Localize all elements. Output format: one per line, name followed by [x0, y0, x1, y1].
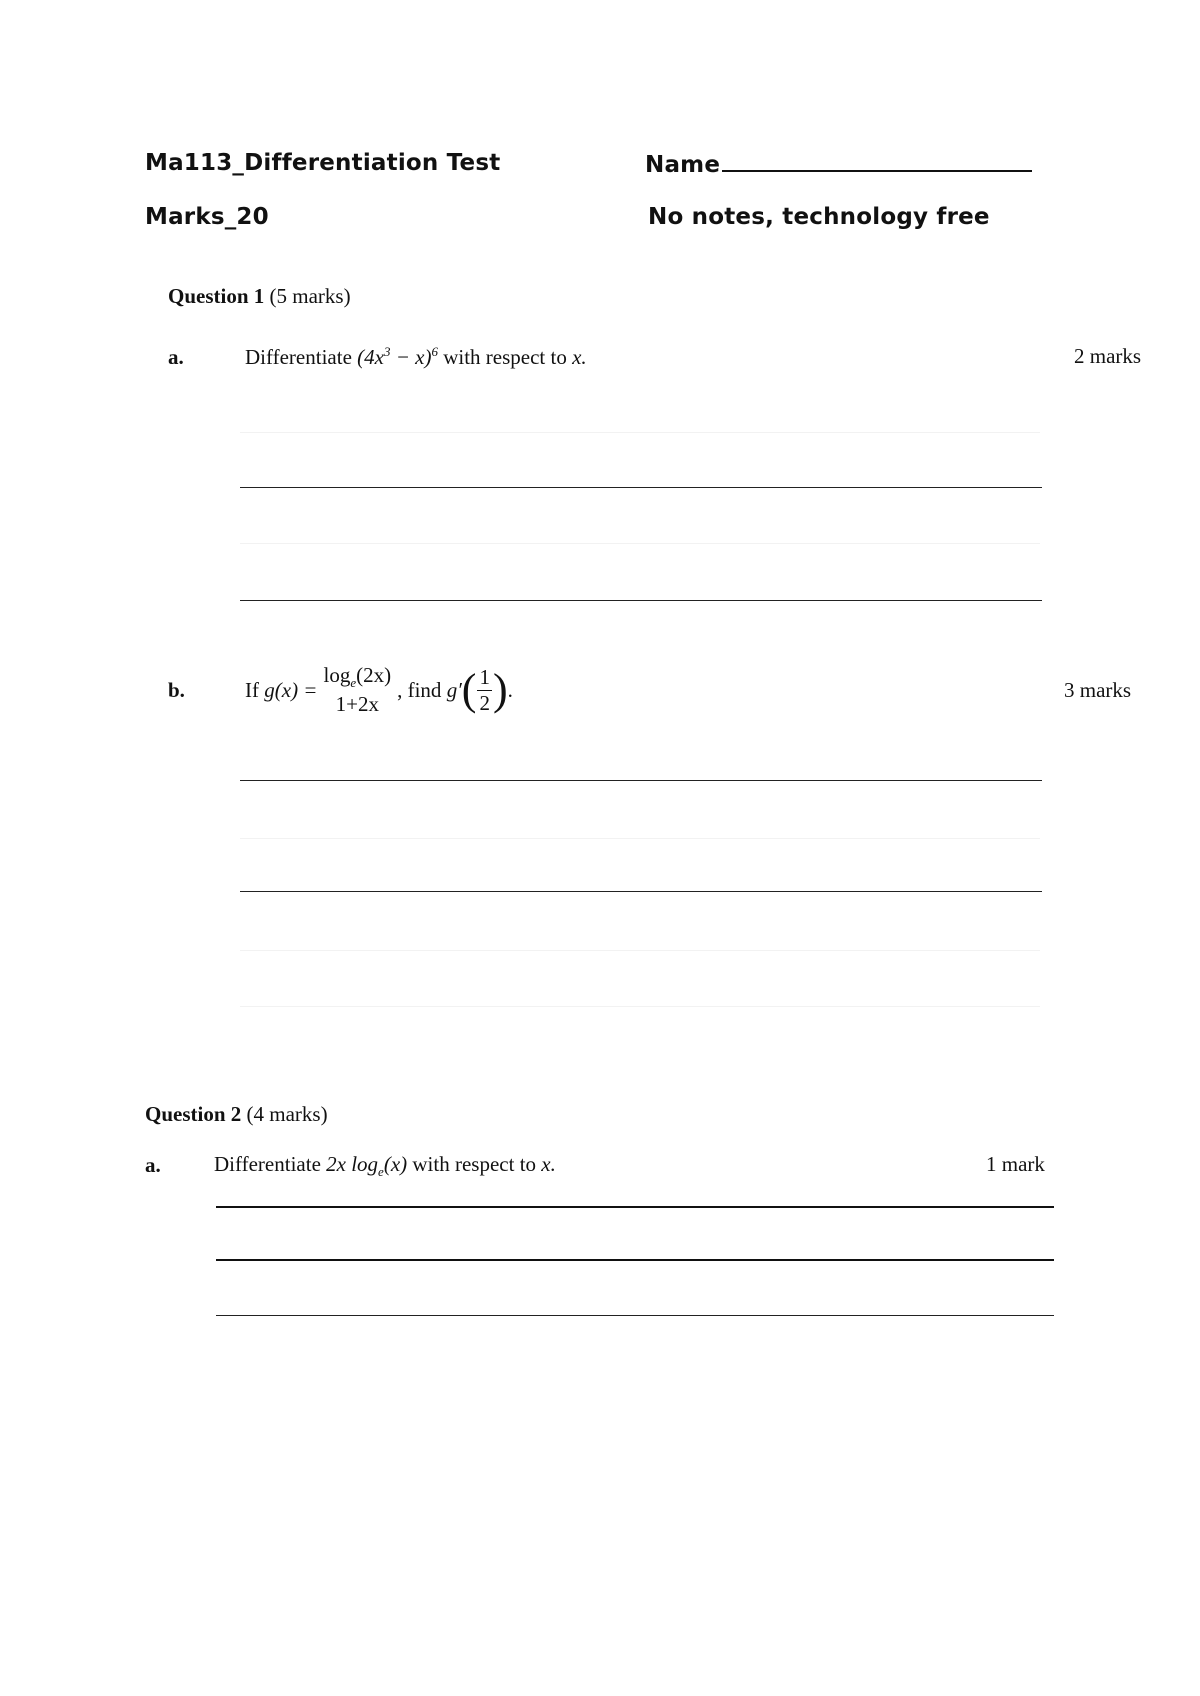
q1a-answer-line-2[interactable]	[240, 600, 1042, 601]
q1a-marks: 2 marks	[1074, 344, 1142, 368]
q1a-variable: x.	[572, 345, 587, 369]
q1a-faint-line-1	[240, 432, 1040, 433]
q1b-faint-line-2	[240, 950, 1040, 951]
q2a-answer-line-1[interactable]	[216, 1206, 1054, 1208]
q1b-answer-line-1[interactable]	[240, 780, 1042, 781]
q1b-numerator: $\log_e(2x)$	[323, 663, 392, 691]
q2a-with-respect: with respect to	[412, 1152, 537, 1176]
question-1-title: Question 1	[168, 284, 265, 308]
q1a-answer-line-1[interactable]	[240, 487, 1042, 488]
q1b-marks: 3 marks	[1064, 678, 1132, 702]
question-2-heading	[145, 1102, 328, 1127]
q1b-find: , find	[397, 677, 442, 702]
name-field[interactable]	[645, 150, 1032, 178]
q2a-expression: 2x $\log_e(x)$	[326, 1152, 408, 1180]
q1b-faint-line-1	[240, 838, 1040, 839]
q1a-faint-line-2	[240, 543, 1040, 544]
q1b-answer-line-2[interactable]	[240, 891, 1042, 892]
question-1-heading	[168, 284, 351, 309]
q1a-label: a.	[168, 345, 184, 369]
q1b-if: If	[245, 677, 259, 702]
q1b-fraction	[321, 663, 393, 716]
right-paren-glyph: )	[492, 665, 508, 714]
q1b-label: b.	[168, 678, 185, 702]
q1b-lhs: g(x) =	[264, 677, 318, 702]
q1a-with-respect: with respect to	[443, 345, 567, 369]
q1b-g-prime: g′	[446, 677, 462, 702]
q1b-denominator: 1+2x	[335, 691, 379, 716]
q1a-expression: $(4x^3 - x)^6$	[357, 344, 438, 369]
question-2-title: Question 2	[145, 1102, 242, 1126]
name-blank-line[interactable]	[722, 150, 1032, 172]
q2a-instruction: Differentiate	[214, 1152, 321, 1176]
name-label: Name	[645, 152, 721, 178]
q1a-instruction: Differentiate	[245, 345, 352, 369]
q2a-answer-line-2[interactable]	[216, 1259, 1054, 1261]
q2a-marks: 1 mark	[986, 1152, 1045, 1176]
left-paren-glyph: (	[461, 665, 477, 714]
exam-rules: No notes, technology free	[648, 204, 990, 230]
total-marks: Marks_20	[145, 204, 269, 230]
q1b-half-fraction: $\frac{1}{2}$	[479, 664, 490, 715]
q1b-faint-line-3	[240, 1006, 1040, 1007]
q2a-variable: x.	[541, 1152, 556, 1176]
q2a-label: a.	[145, 1153, 161, 1177]
test-title: Ma113_Differentiation Test	[145, 150, 501, 176]
q2a-text	[214, 1152, 556, 1180]
question-2-marks: (4 marks)	[246, 1102, 328, 1126]
q1a-text	[245, 344, 587, 370]
question-1-marks: (5 marks)	[269, 284, 351, 308]
q1b-text: If g(x) = $\log_e(2x)$ 1+2x , find g′ ( $\frac{1}{2}$ ) .	[245, 663, 513, 716]
q2a-answer-line-3[interactable]	[216, 1315, 1054, 1316]
